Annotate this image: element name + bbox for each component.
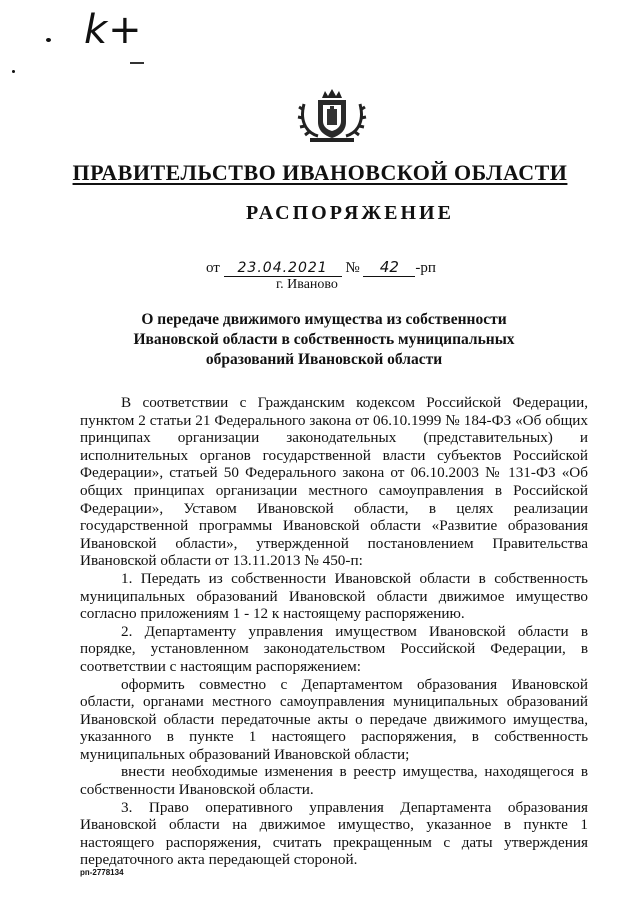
government-title: ПРАВИТЕЛЬСТВО ИВАНОВСКОЙ ОБЛАСТИ — [72, 160, 568, 185]
subject-line: образований Ивановской области — [205, 351, 443, 368]
number-suffix: -рп — [415, 260, 436, 276]
date-value: 23.04.2021 — [224, 260, 342, 277]
ink-dot — [46, 38, 51, 42]
body-paragraph: оформить совместно с Департаментом образования Ивановской области, органами местного самоуправления муниципальных образований Ивановской области передаточные акты о передаче движимого имущества, указанного в пункте 1 настоящего распоряжения, в собственность муниципальных образований Ивановской области; — [80, 675, 588, 763]
document-subject — [120, 310, 528, 370]
footer-doc-code: рп-2778134 — [80, 868, 124, 877]
body-paragraph: 2. Департаменту управления имуществом Ивановской области в порядке, установленном законодательством Российской Федерации, в соответствии с настоящим распоряжением: — [80, 622, 588, 675]
body-paragraph: 3. Право оперативного управления Департамента образования Ивановской области на движимое имущество, указанное в пункте 1 настоящего распоряжения, считать прекращенным с даты утверждения передаточного акта передающей стороной. — [80, 798, 588, 869]
document-type: РАСПОРЯЖЕНИЕ — [246, 202, 454, 224]
ink-dash — [130, 62, 144, 64]
number-value: 42 — [363, 258, 415, 277]
document-body — [80, 394, 588, 869]
coat-of-arms-icon — [296, 88, 368, 144]
number-label: № — [345, 260, 360, 276]
handwritten-mark: k+ — [84, 7, 143, 53]
subject-line: О передаче движимого имущества из собственности — [141, 311, 507, 328]
date-number-line — [206, 258, 436, 277]
subject-line: Ивановской области в собственность муниципальных — [133, 331, 515, 348]
ink-dot — [12, 70, 15, 73]
body-paragraph: внести необходимые изменения в реестр имущества, находящегося в собственности Ивановской области. — [80, 763, 588, 799]
body-paragraph: 1. Передать из собственности Ивановской области в собственность муниципальных образований Ивановской области движимое имущество согласно приложениям 1 - 12 к настоящему распоряжению. — [80, 569, 588, 623]
body-paragraph: В соответствии с Гражданским кодексом Российской Федерации, пунктом 2 статьи 21 Федерального закона от 06.10.1999 № 184-ФЗ «Об общих принципах организации законодательных (представительных) и исполнительных органов государственной власти субъектов Российской Федерации», статьей 50 Федерального закона от 06.10.2003 № 131-ФЗ «Об общих принципах организации местного самоуправления в Российской Федерации», Уставом Ивановской области, в целях реализации государственной программы Ивановской области «Развитие образования Ивановской области», утвержденной постановлением Правительства Ивановской области от 13.11.2013 № 450-п: — [80, 394, 588, 570]
city: г. Иваново — [276, 277, 338, 292]
date-prefix: от — [206, 260, 220, 276]
